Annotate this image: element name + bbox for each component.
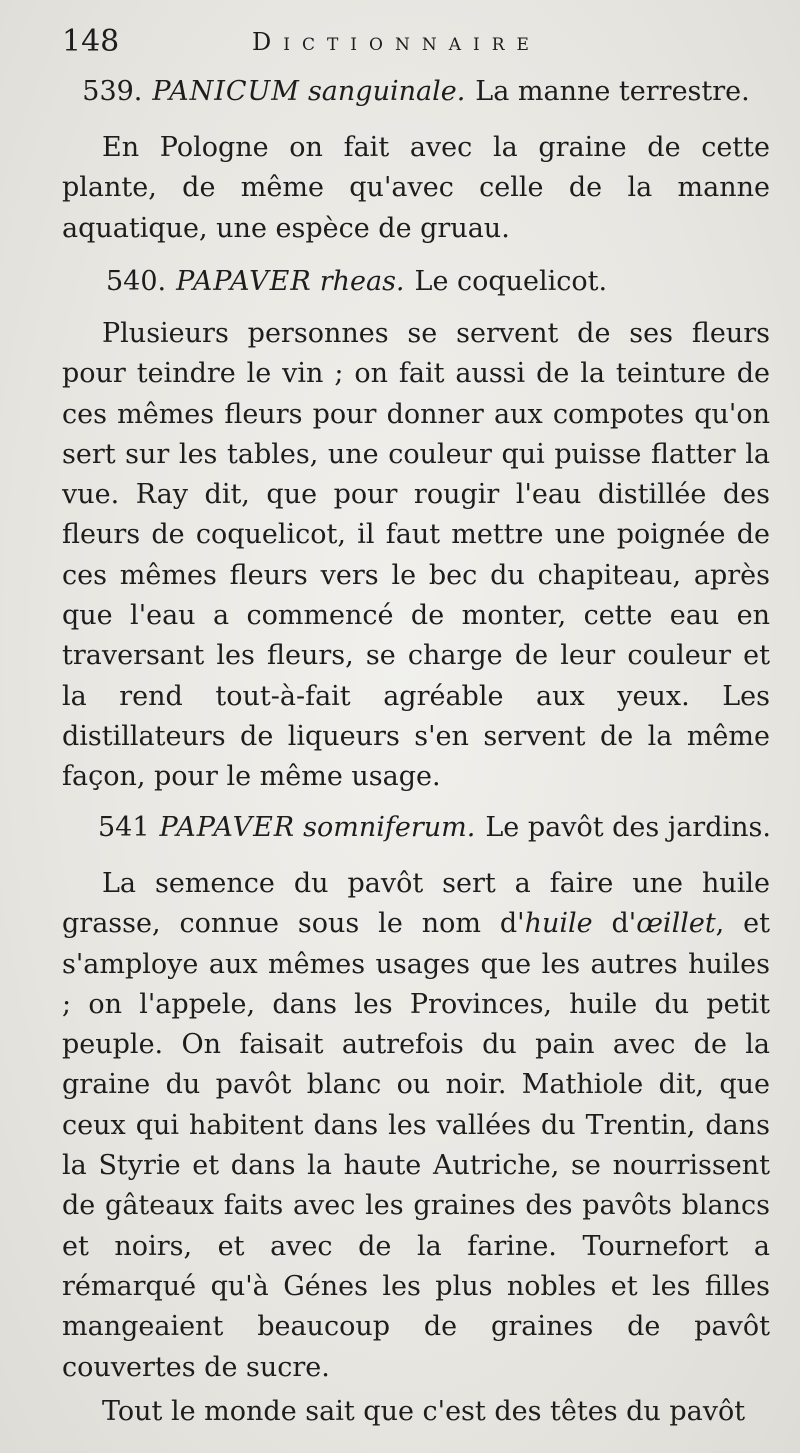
- entry-common-name: Le coquelicot.: [414, 266, 608, 297]
- entry-species: somniferum.: [303, 812, 476, 843]
- entry-heading: [62, 808, 770, 848]
- entry-common-name: La manne terrestre.: [475, 76, 750, 107]
- emphasis: huile: [524, 908, 593, 940]
- entry-number: 539.: [82, 76, 143, 107]
- emphasis: œillet: [636, 908, 716, 940]
- entry-heading-539: [62, 72, 770, 112]
- entry-species: sanguinale.: [307, 76, 466, 107]
- entry-number: 540.: [106, 266, 167, 297]
- entry-heading-540: [62, 262, 770, 302]
- entry-common-name: Le pavôt des jardins.: [485, 812, 771, 843]
- entry-genus: PAPAVER: [159, 812, 296, 843]
- entry-body-541: [62, 864, 770, 1432]
- entry-body-540: [62, 314, 770, 798]
- entry-paragraph: Tout le monde sait que c'est des têtes du pavôt: [102, 1395, 746, 1427]
- entry-heading: [62, 72, 770, 112]
- entry-paragraph: Plusieurs personnes se servent de ses fleurs pour teindre le vin ; on fait aussi de la teinture de ces mêmes fleurs pour donner aux compotes qu'on sert sur les tables, une couleur qui puisse flatter la vue. Ray dit, que pour rougir l'eau distillée des fleurs de coquelicot, il faut mettre une poignée de ces mêmes fleurs vers le bec du chapiteau, après que l'eau a commencé de monter, cette eau en traversant les fleurs, se charge de leur couleur et la rend tout-à-fait agréable aux yeux. Les distillateurs de liqueurs s'en servent de la même façon, pour le même usage.: [62, 318, 770, 793]
- entry-genus: PANICUM: [152, 76, 300, 107]
- entry-species: rheas.: [319, 266, 405, 297]
- entry-heading-541: [62, 808, 770, 848]
- entry-paragraph: En Pologne on fait avec la graine de cette plante, de même qu'avec celle de la manne aquatique, une espèce de gruau.: [62, 132, 770, 244]
- page-number: 148: [62, 24, 120, 59]
- entry-body-539: [62, 128, 770, 249]
- entry-heading: [62, 262, 770, 302]
- entry-number: 541: [98, 812, 150, 843]
- entry-paragraph: La semence du pavôt sert a faire une huile grasse, connue sous le nom d'huile d'œillet, et s'amploye aux mêmes usages que les autres huiles ; on l'appele, dans les Provinces, huile du petit peuple. On faisait autrefois du pain avec de la graine du pavôt blanc ou noir. Mathiole dit, que ceux qui habitent dans les vallées du Trentin, dans la Styrie et dans la haute Autriche, se nourrissent de gâteaux faits avec les graines des pavôts blancs et noirs, et avec de la farine. Tournefort a rémarqué qu'à Génes les plus nobles et les filles mangeaient beaucoup de graines de pavôt couvertes de sucre.: [62, 868, 770, 1383]
- running-title: Dictionnaire: [252, 28, 541, 56]
- entry-genus: PAPAVER: [176, 266, 312, 297]
- running-header: [62, 22, 762, 62]
